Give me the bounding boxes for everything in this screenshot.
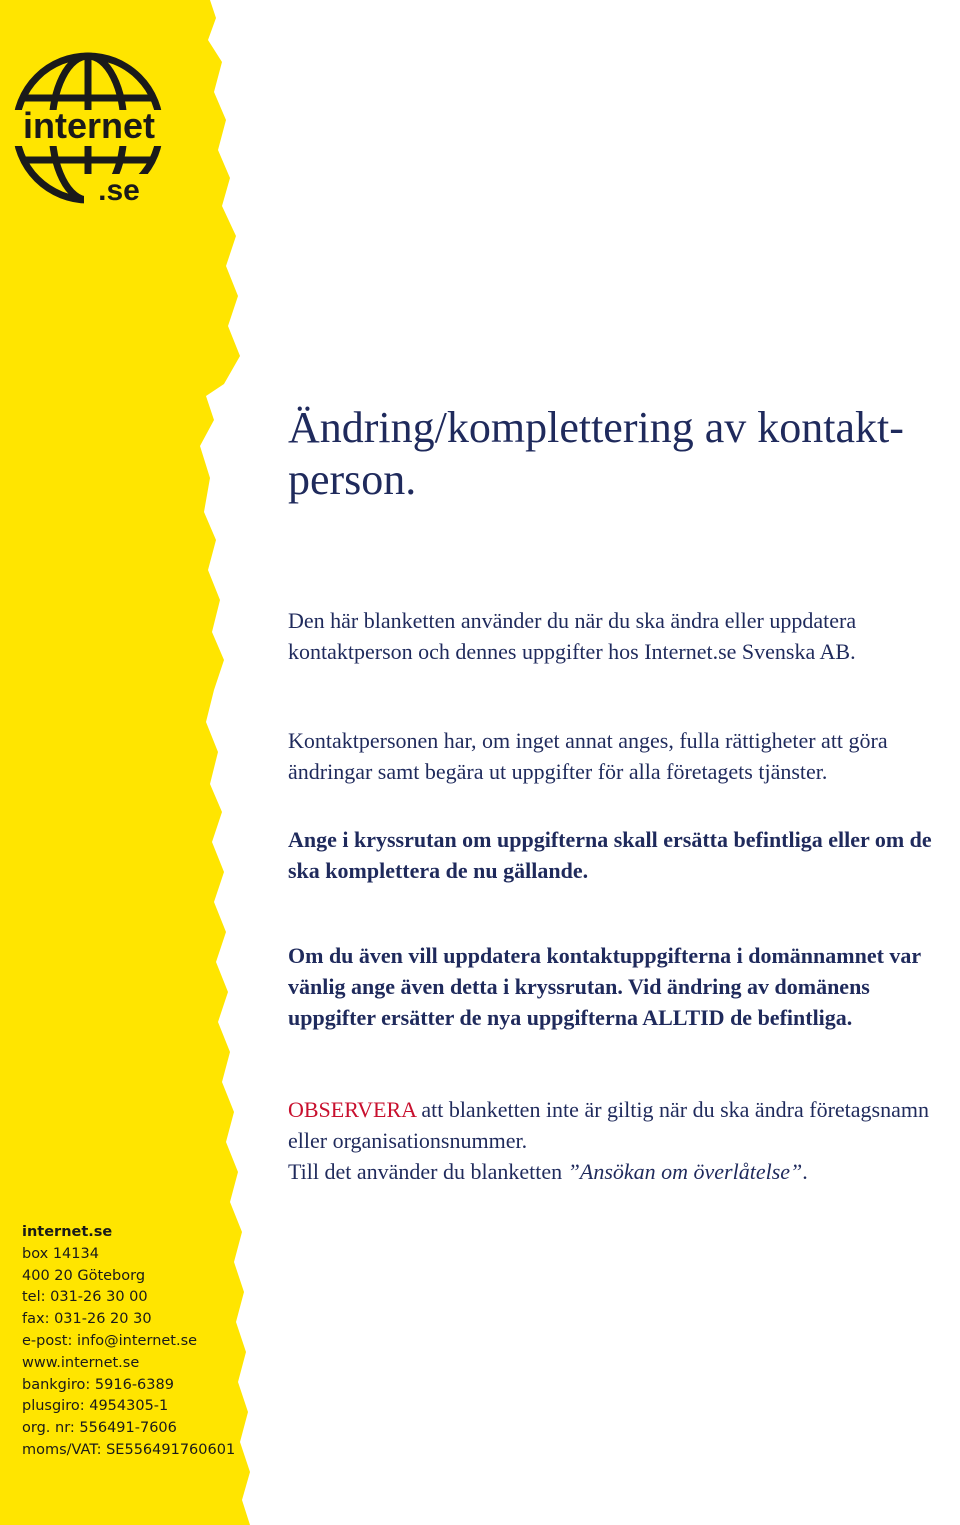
address-tel: tel: 031-26 30 00	[22, 1289, 148, 1306]
address-bankgiro: bankgiro: 5916-6389	[22, 1376, 174, 1393]
address-city: 400 20 Göteborg	[22, 1267, 146, 1284]
observera-keyword: OBSERVERA	[288, 1097, 416, 1122]
checkbox-instruction-paragraph: Ange i kryssrutan om uppgifterna skall ersätta befintliga eller om de ska komplettera de nu gällande.	[288, 827, 932, 883]
notice-line-2-prefix: Till det använder du blanketten	[288, 1159, 568, 1184]
page-title	[288, 402, 948, 506]
address-company: internet.se	[22, 1224, 113, 1240]
internet-se-logo	[8, 48, 170, 210]
notice-line-1: att blanketten inte är giltig när du ska ändra företagsnamn eller organisationsnummer.	[288, 1097, 929, 1153]
address-box: box 14134	[22, 1245, 99, 1262]
address-vat: moms/VAT: SE556491760601	[22, 1441, 236, 1458]
page-title-line-2: person.	[288, 455, 417, 504]
main-content	[288, 402, 948, 1187]
address-email: e-post: info@internet.se	[22, 1332, 198, 1349]
address-plusgiro: plusgiro: 4954305-1	[22, 1398, 169, 1415]
intro-paragraph: Den här blanketten använder du när du ska ändra eller uppdatera kontaktperson och dennes uppgifter hos Internet.se Svenska AB.	[288, 608, 857, 664]
form-name: ”Ansökan om överlåtelse”	[567, 1159, 803, 1184]
rights-paragraph: Kontaktpersonen har, om inget annat anges, fulla rättigheter att göra ändringar samt begära ut uppgifter för alla företagets tjänster.	[288, 728, 888, 784]
notice-line-2-suffix: .	[802, 1159, 808, 1184]
address-org: org. nr: 556491-7606	[22, 1420, 177, 1437]
logo-word: internet	[22, 105, 156, 146]
address-fax: fax: 031-26 20 30	[22, 1311, 152, 1328]
notice-paragraph	[288, 1094, 948, 1187]
logo-tld: .se	[98, 174, 140, 207]
page-title-line-1: Ändring/komplettering av kontakt-	[288, 403, 904, 452]
address-web: www.internet.se	[22, 1354, 140, 1371]
company-address-block	[22, 1222, 235, 1462]
domain-contact-paragraph: Om du även vill uppdatera kontaktuppgifterna i domännamnet var vänlig ange även detta i kryssrutan. Vid ändring av domänens uppgifter ersätter de nya uppgifterna ALLTID de befintliga.	[288, 943, 921, 1030]
